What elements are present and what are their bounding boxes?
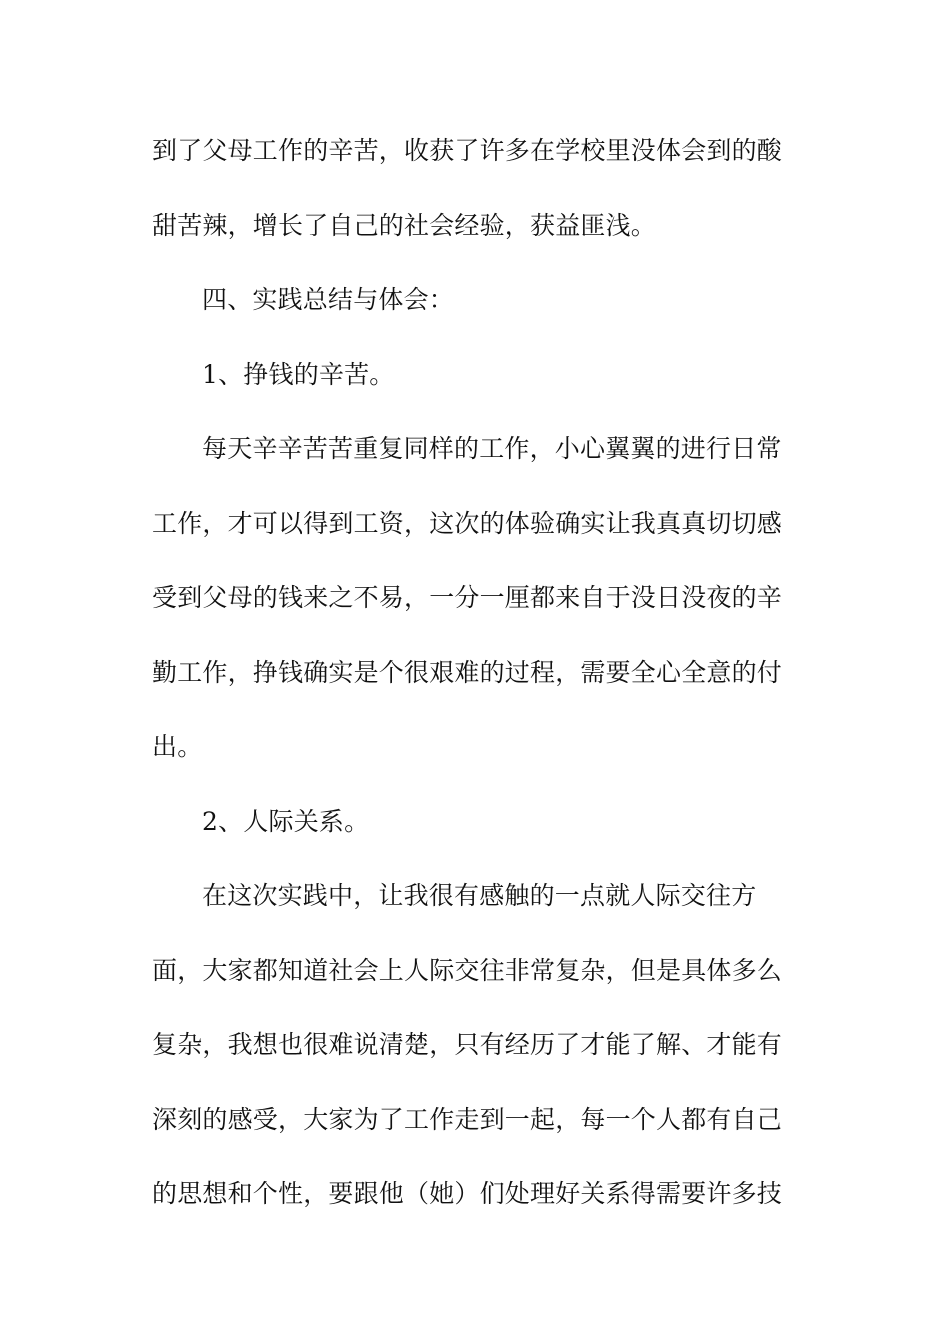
paragraph-first-line: 每天辛辛苦苦重复同样的工作，小心翼翼的进行日常: [202, 434, 782, 463]
text-line: 的思想和个性，要跟他（她）们处理好关系得需要许多技: [152, 1179, 783, 1208]
text-line: 到了父母工作的辛苦，收获了许多在学校里没体会到的酸: [152, 136, 783, 165]
text-line: 甜苦辣，增长了自己的社会经验，获益匪浅。: [152, 210, 657, 240]
text-line: 深刻的感受，大家为了工作走到一起，每一个人都有自己: [152, 1104, 783, 1134]
subsection-heading: 2、人际关系。: [202, 806, 370, 836]
subsection-heading: 1、挣钱的辛苦。: [202, 359, 395, 389]
text-line: 勤工作，挣钱确实是个很艰难的过程，需要全心全意的付: [152, 657, 783, 687]
text-line: 复杂，我想也很难说清楚，只有经历了才能了解、才能有: [152, 1030, 783, 1059]
text-line: 出。: [152, 732, 203, 761]
text-line: 面，大家都知道社会上人际交往非常复杂，但是具体多么: [152, 955, 783, 985]
text-line: 工作，才可以得到工资，这次的体验确实让我真真切切感: [152, 508, 783, 538]
body-text: [152, 126, 798, 1244]
text-line: 受到父母的钱来之不易，一分一厘都来自于没日没夜的辛: [152, 583, 783, 612]
paragraph-first-line: 在这次实践中，让我很有感触的一点就人际交往方: [202, 881, 757, 910]
section-heading: 四、实践总结与体会：: [202, 285, 455, 314]
